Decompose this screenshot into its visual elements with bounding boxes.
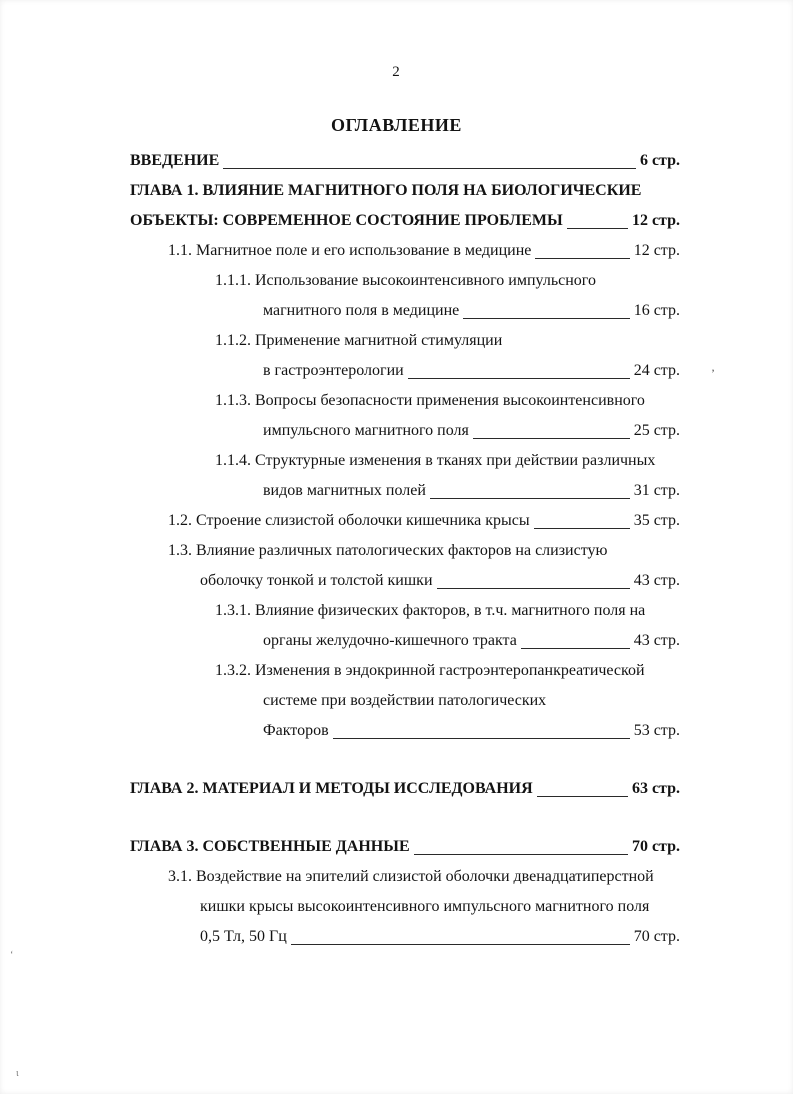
page-ref: 70 стр. <box>633 928 680 945</box>
toc-line <box>130 774 680 804</box>
page-ref: 6 стр. <box>639 152 680 169</box>
dot-leader <box>567 228 628 229</box>
toc-line <box>263 296 680 326</box>
toc-entry-text: 1.1.2. Применение магнитной стимуляции <box>215 332 503 349</box>
page-ref: 24 стр. <box>633 362 680 379</box>
scan-artifact: ʻ <box>10 950 14 961</box>
toc-entry-text: импульсного магнитного поля <box>263 422 469 439</box>
dot-leader <box>408 378 630 379</box>
page-ref: 70 стр. <box>631 838 680 855</box>
toc-list <box>0 146 793 952</box>
dot-leader <box>537 796 628 797</box>
toc-entry-text: в гастроэнтерологии <box>263 362 404 379</box>
dot-leader <box>521 648 630 649</box>
page-ref: 43 стр. <box>633 632 680 649</box>
toc-entry-text: магнитного поля в медицине <box>263 302 460 319</box>
toc-entry-text: 1.2. Строение слизистой оболочки кишечника крысы <box>168 512 530 529</box>
toc-line <box>215 386 680 416</box>
dot-leader <box>333 738 630 739</box>
toc-entry-text: ОБЪЕКТЫ: СОВРЕМЕННОЕ СОСТОЯНИЕ ПРОБЛЕМЫ <box>130 212 563 229</box>
toc-entry-text: 0,5 Тл, 50 Гц <box>200 928 287 945</box>
page-title: ОГЛАВЛЕНИЕ <box>331 115 462 135</box>
toc-entry-text: 1.1. Магнитное поле и его использование в медицине <box>168 242 532 259</box>
toc-entry-text: ВВЕДЕНИЕ <box>130 152 220 169</box>
page-ref: 53 стр. <box>633 722 680 739</box>
toc-entry-text: системе при воздействии патологических <box>263 692 547 709</box>
toc-entry-text: Факторов <box>263 722 329 739</box>
toc-entry-text: органы желудочно-кишечного тракта <box>263 632 517 649</box>
toc-entry-text: видов магнитных полей <box>263 482 426 499</box>
scan-artifact: ι <box>16 1068 19 1079</box>
toc-entry-text: 1.3.1. Влияние физических факторов, в т.ч. магнитного поля на <box>215 602 646 619</box>
page-ref: 16 стр. <box>633 302 680 319</box>
toc-line <box>263 626 680 656</box>
toc-line <box>263 476 680 506</box>
page-ref: 31 стр. <box>633 482 680 499</box>
toc-line <box>263 356 680 386</box>
toc-entry-text: 3.1. Воздействие на эпителий слизистой оболочки двенадцатиперстной <box>168 868 654 885</box>
dot-leader <box>430 498 630 499</box>
toc-line <box>215 596 680 626</box>
toc-line <box>130 176 680 206</box>
page-ref: 43 стр. <box>633 572 680 589</box>
toc-line <box>215 446 680 476</box>
page-ref: 25 стр. <box>633 422 680 439</box>
toc-entry-text: 1.3.2. Изменения в эндокринной гастроэнтеропанкреатической <box>215 662 645 679</box>
dot-leader <box>223 168 636 169</box>
toc-line <box>168 236 680 266</box>
toc-line <box>263 716 680 746</box>
toc-entry-text: ГЛАВА 2. МАТЕРИАЛ И МЕТОДЫ ИССЛЕДОВАНИЯ <box>130 780 533 797</box>
dot-leader <box>291 944 630 945</box>
page-ref: 63 стр. <box>631 780 680 797</box>
toc-entry-text: 1.3. Влияние различных патологических факторов на слизистую <box>168 542 608 559</box>
page-ref: 12 стр. <box>631 212 680 229</box>
toc-line <box>130 832 680 862</box>
page-ref: 35 стр. <box>633 512 680 529</box>
toc-line <box>200 922 680 952</box>
toc-line <box>130 146 680 176</box>
toc-line <box>215 266 680 296</box>
toc-entry-text: кишки крысы высокоинтенсивного импульсного магнитного поля <box>200 898 650 915</box>
toc-line <box>200 566 680 596</box>
page-ref: 12 стр. <box>633 242 680 259</box>
dot-leader <box>473 438 630 439</box>
toc-entry-text: 1.1.4. Структурные изменения в тканях при действии различных <box>215 452 656 469</box>
dot-leader <box>414 854 628 855</box>
toc-line <box>263 416 680 446</box>
toc-entry-text: 1.1.3. Вопросы безопасности применения высокоинтенсивного <box>215 392 645 409</box>
toc-entry-text: ГЛАВА 3. СОБСТВЕННЫЕ ДАННЫЕ <box>130 838 410 855</box>
dot-leader <box>534 528 630 529</box>
toc-line <box>215 326 680 356</box>
dot-leader <box>535 258 629 259</box>
toc-line <box>130 206 680 236</box>
scan-artifact: ’ <box>711 366 715 380</box>
toc-entry-text: оболочку тонкой и толстой кишки <box>200 572 433 589</box>
toc-line <box>263 686 680 716</box>
toc-entry-text: 1.1.1. Использование высокоинтенсивного импульсного <box>215 272 596 289</box>
page-number: 2 <box>392 64 401 80</box>
dot-leader <box>463 318 629 319</box>
toc-line <box>168 536 680 566</box>
toc-line <box>200 892 680 922</box>
toc-line <box>168 862 680 892</box>
dot-leader <box>437 588 630 589</box>
toc-line <box>215 656 680 686</box>
toc-entry-text: ГЛАВА 1. ВЛИЯНИЕ МАГНИТНОГО ПОЛЯ НА БИОЛОГИЧЕСКИЕ <box>130 182 642 199</box>
toc-line <box>168 506 680 536</box>
